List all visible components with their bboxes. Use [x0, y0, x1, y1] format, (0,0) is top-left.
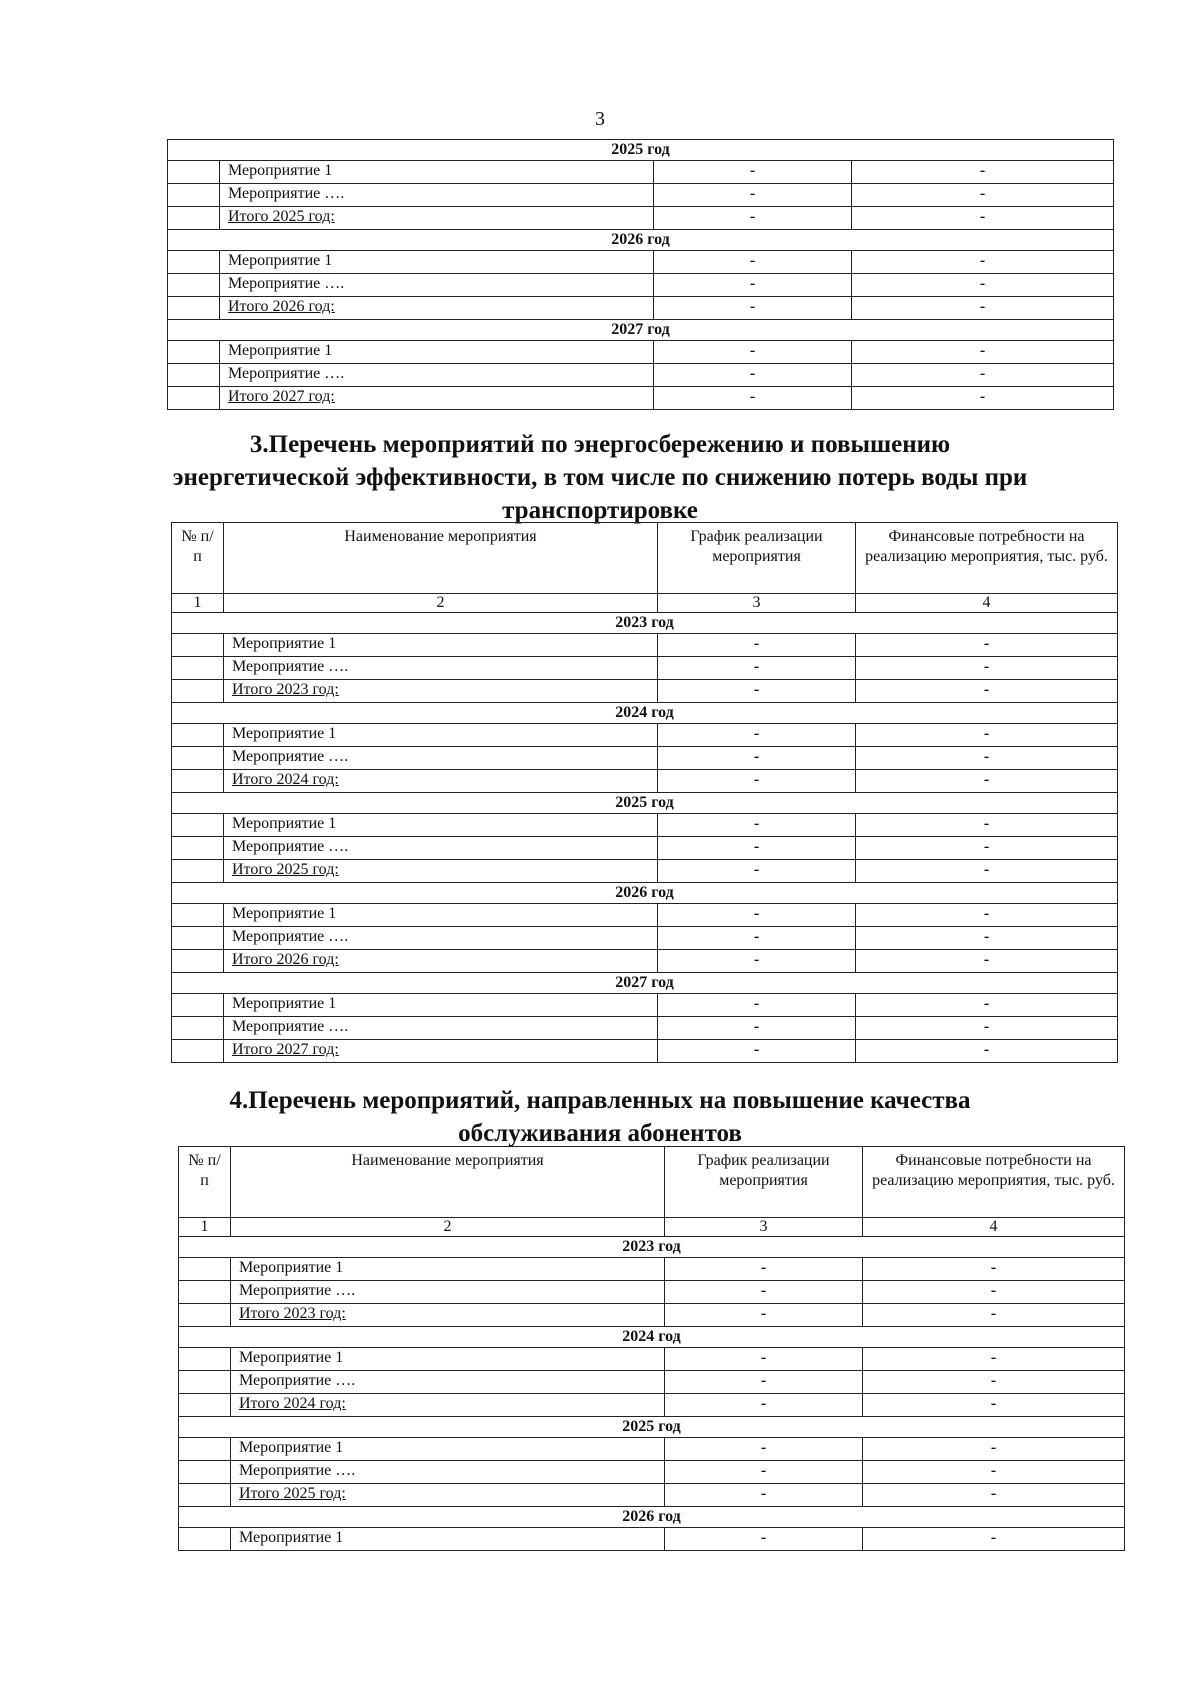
- col-index-1: 1: [179, 1218, 231, 1237]
- row-number-cell: [172, 724, 224, 747]
- schedule-value: -: [658, 1040, 856, 1063]
- schedule-value: -: [654, 387, 852, 410]
- year-label: 2025 год: [168, 140, 1114, 161]
- finance-value: -: [856, 927, 1118, 950]
- table-row: [172, 724, 1118, 747]
- total-label: Итого 2027 год:: [224, 1040, 658, 1063]
- schedule-value: -: [665, 1461, 863, 1484]
- event-name: Мероприятие 1: [224, 904, 658, 927]
- table-row: [179, 1528, 1125, 1551]
- event-name: Мероприятие 1: [220, 161, 654, 184]
- finance-value: -: [856, 904, 1118, 927]
- section-4-title-line1: 4.Перечень мероприятий, направленных на повышение качества: [229, 1087, 971, 1114]
- table-body: [172, 613, 1118, 1063]
- year-row: [172, 973, 1118, 994]
- col-name-header: Наименование мероприятия: [231, 1147, 665, 1218]
- schedule-value: -: [658, 680, 856, 703]
- schedule-value: -: [665, 1304, 863, 1327]
- finance-value: -: [856, 634, 1118, 657]
- year-row: [179, 1507, 1125, 1528]
- total-row: [168, 207, 1114, 230]
- finance-value: -: [863, 1438, 1125, 1461]
- total-row: [179, 1304, 1125, 1327]
- schedule-value: -: [654, 207, 852, 230]
- year-label: 2025 год: [172, 793, 1118, 814]
- year-label: 2026 год: [172, 883, 1118, 904]
- finance-value: -: [863, 1371, 1125, 1394]
- schedule-value: -: [654, 297, 852, 320]
- col-index-3: 3: [665, 1218, 863, 1237]
- total-row: [172, 860, 1118, 883]
- total-label: Итого 2025 год:: [224, 860, 658, 883]
- finance-value: -: [856, 680, 1118, 703]
- finance-value: -: [856, 950, 1118, 973]
- table-row: [172, 904, 1118, 927]
- table-row: [179, 1348, 1125, 1371]
- year-row: [172, 883, 1118, 904]
- finance-value: -: [863, 1528, 1125, 1551]
- finance-value: -: [863, 1258, 1125, 1281]
- year-label: 2026 год: [168, 230, 1114, 251]
- table-continuation: [167, 139, 1114, 410]
- year-row: [172, 793, 1118, 814]
- total-row: [172, 770, 1118, 793]
- year-row: [179, 1237, 1125, 1258]
- col-name-header: Наименование мероприятия: [224, 523, 658, 594]
- year-label: 2027 год: [172, 973, 1118, 994]
- row-number-cell: [179, 1484, 231, 1507]
- row-number-cell: [172, 634, 224, 657]
- total-label: Итого 2026 год:: [224, 950, 658, 973]
- total-row: [172, 1040, 1118, 1063]
- table-row: [168, 364, 1114, 387]
- total-label: Итого 2023 год:: [231, 1304, 665, 1327]
- table-row: [179, 1461, 1125, 1484]
- schedule-value: -: [658, 1017, 856, 1040]
- schedule-value: -: [665, 1394, 863, 1417]
- schedule-value: -: [658, 950, 856, 973]
- row-number-cell: [172, 680, 224, 703]
- row-number-cell: [172, 927, 224, 950]
- schedule-value: -: [654, 364, 852, 387]
- col-index-3: 3: [658, 594, 856, 613]
- schedule-value: -: [658, 904, 856, 927]
- col-index-4: 4: [856, 594, 1118, 613]
- row-number-cell: [179, 1281, 231, 1304]
- finance-value: -: [856, 747, 1118, 770]
- row-number-cell: [172, 770, 224, 793]
- row-number-cell: [172, 747, 224, 770]
- schedule-value: -: [665, 1348, 863, 1371]
- schedule-value: -: [654, 184, 852, 207]
- row-number-cell: [172, 904, 224, 927]
- table-row: [168, 341, 1114, 364]
- section-3-title-line2: энергетической эффективности, в том числе по снижению потерь воды при: [172, 464, 1028, 491]
- schedule-value: -: [658, 634, 856, 657]
- col-finance-header: Финансовые потребности на реализацию мероприятия, тыс. руб.: [856, 523, 1118, 594]
- finance-value: -: [863, 1461, 1125, 1484]
- col-number-header: № п/п: [179, 1147, 231, 1218]
- finance-value: -: [856, 770, 1118, 793]
- table-row: [172, 837, 1118, 860]
- total-label: Итого 2023 год:: [224, 680, 658, 703]
- schedule-value: -: [658, 814, 856, 837]
- schedule-value: -: [665, 1438, 863, 1461]
- schedule-value: -: [665, 1371, 863, 1394]
- table-section-3: [171, 522, 1118, 1063]
- finance-value: -: [863, 1348, 1125, 1371]
- total-row: [168, 387, 1114, 410]
- row-number-cell: [179, 1304, 231, 1327]
- total-label: Итого 2025 год:: [231, 1484, 665, 1507]
- table-row: [172, 814, 1118, 837]
- event-name: Мероприятие ….: [220, 364, 654, 387]
- table-row: [172, 1017, 1118, 1040]
- col-index-4: 4: [863, 1218, 1125, 1237]
- section-4-title: [0, 1084, 1200, 1150]
- finance-value: -: [863, 1281, 1125, 1304]
- col-number-header: № п/п: [172, 523, 224, 594]
- schedule-value: -: [658, 994, 856, 1017]
- row-number-cell: [168, 364, 220, 387]
- table-row: [172, 747, 1118, 770]
- table-row: [172, 927, 1118, 950]
- col-schedule-header: График реализации мероприятия: [658, 523, 856, 594]
- event-name: Мероприятие ….: [224, 747, 658, 770]
- year-row: [172, 613, 1118, 634]
- year-row: [168, 320, 1114, 341]
- total-row: [179, 1484, 1125, 1507]
- finance-value: -: [856, 860, 1118, 883]
- finance-value: -: [856, 814, 1118, 837]
- row-number-cell: [172, 994, 224, 1017]
- table-header: [179, 1147, 1125, 1237]
- section-4-title-line2: обслуживания абонентов: [458, 1120, 742, 1147]
- schedule-value: -: [654, 161, 852, 184]
- schedule-value: -: [665, 1528, 863, 1551]
- row-number-cell: [168, 161, 220, 184]
- event-name: Мероприятие ….: [224, 657, 658, 680]
- col-finance-header: Финансовые потребности на реализацию мероприятия, тыс. руб.: [863, 1147, 1125, 1218]
- row-number-cell: [179, 1348, 231, 1371]
- row-number-cell: [172, 860, 224, 883]
- row-number-cell: [168, 341, 220, 364]
- finance-value: -: [863, 1484, 1125, 1507]
- row-number-cell: [172, 657, 224, 680]
- event-name: Мероприятие 1: [224, 634, 658, 657]
- row-number-cell: [172, 1040, 224, 1063]
- schedule-value: -: [658, 657, 856, 680]
- col-schedule-header: График реализации мероприятия: [665, 1147, 863, 1218]
- table-row: [172, 994, 1118, 1017]
- table-header: [172, 523, 1118, 613]
- event-name: Мероприятие 1: [231, 1438, 665, 1461]
- year-row: [179, 1327, 1125, 1348]
- row-number-cell: [179, 1394, 231, 1417]
- total-row: [172, 680, 1118, 703]
- event-name: Мероприятие ….: [231, 1281, 665, 1304]
- row-number-cell: [172, 837, 224, 860]
- table-row: [179, 1281, 1125, 1304]
- row-number-cell: [168, 251, 220, 274]
- event-name: Мероприятие 1: [224, 994, 658, 1017]
- total-row: [172, 950, 1118, 973]
- schedule-value: -: [658, 927, 856, 950]
- row-number-cell: [168, 387, 220, 410]
- total-label: Итого 2027 год:: [220, 387, 654, 410]
- total-label: Итого 2025 год:: [220, 207, 654, 230]
- year-label: 2023 год: [179, 1237, 1125, 1258]
- year-label: 2025 год: [179, 1417, 1125, 1438]
- table-row: [172, 634, 1118, 657]
- row-number-cell: [179, 1528, 231, 1551]
- finance-value: -: [863, 1394, 1125, 1417]
- table-row: [179, 1258, 1125, 1281]
- year-label: 2027 год: [168, 320, 1114, 341]
- table-body: [168, 140, 1114, 410]
- finance-value: -: [852, 161, 1114, 184]
- row-number-cell: [179, 1371, 231, 1394]
- col-index-2: 2: [224, 594, 658, 613]
- finance-value: -: [852, 341, 1114, 364]
- event-name: Мероприятие ….: [231, 1461, 665, 1484]
- event-name: Мероприятие 1: [224, 724, 658, 747]
- finance-value: -: [856, 1017, 1118, 1040]
- year-label: 2024 год: [172, 703, 1118, 724]
- finance-value: -: [852, 387, 1114, 410]
- schedule-value: -: [654, 274, 852, 297]
- finance-value: -: [863, 1304, 1125, 1327]
- table-row: [172, 657, 1118, 680]
- event-name: Мероприятие ….: [224, 837, 658, 860]
- event-name: Мероприятие ….: [224, 1017, 658, 1040]
- year-row: [172, 703, 1118, 724]
- schedule-value: -: [665, 1258, 863, 1281]
- event-name: Мероприятие 1: [231, 1528, 665, 1551]
- schedule-value: -: [665, 1281, 863, 1304]
- event-name: Мероприятие 1: [220, 251, 654, 274]
- finance-value: -: [852, 274, 1114, 297]
- schedule-value: -: [658, 837, 856, 860]
- finance-value: -: [852, 184, 1114, 207]
- table-row: [168, 274, 1114, 297]
- year-row: [168, 140, 1114, 161]
- total-label: Итого 2026 год:: [220, 297, 654, 320]
- year-label: 2024 год: [179, 1327, 1125, 1348]
- finance-value: -: [852, 207, 1114, 230]
- page-number: 3: [595, 108, 605, 130]
- total-label: Итого 2024 год:: [224, 770, 658, 793]
- row-number-cell: [179, 1461, 231, 1484]
- row-number-cell: [168, 274, 220, 297]
- table-row: [168, 251, 1114, 274]
- event-name: Мероприятие 1: [224, 814, 658, 837]
- schedule-value: -: [658, 860, 856, 883]
- table-row: [179, 1438, 1125, 1461]
- table-body: [179, 1237, 1125, 1551]
- finance-value: -: [852, 364, 1114, 387]
- table-section-4: [178, 1146, 1125, 1551]
- finance-value: -: [856, 837, 1118, 860]
- year-label: 2023 год: [172, 613, 1118, 634]
- row-number-cell: [172, 1017, 224, 1040]
- col-index-2: 2: [231, 1218, 665, 1237]
- section-3-title-line1: 3.Перечень мероприятий по энергосбережению и повышению: [249, 431, 951, 458]
- section-3-title-line3: транспортировке: [502, 497, 698, 524]
- row-number-cell: [168, 207, 220, 230]
- event-name: Мероприятие 1: [231, 1348, 665, 1371]
- year-label: 2026 год: [179, 1507, 1125, 1528]
- total-row: [179, 1394, 1125, 1417]
- schedule-value: -: [658, 747, 856, 770]
- finance-value: -: [852, 297, 1114, 320]
- table-row: [179, 1371, 1125, 1394]
- event-name: Мероприятие 1: [231, 1258, 665, 1281]
- row-number-cell: [179, 1258, 231, 1281]
- year-row: [168, 230, 1114, 251]
- schedule-value: -: [654, 341, 852, 364]
- total-row: [168, 297, 1114, 320]
- col-index-1: 1: [172, 594, 224, 613]
- finance-value: -: [852, 251, 1114, 274]
- finance-value: -: [856, 657, 1118, 680]
- row-number-cell: [168, 297, 220, 320]
- table-row: [168, 161, 1114, 184]
- event-name: Мероприятие ….: [220, 184, 654, 207]
- schedule-value: -: [654, 251, 852, 274]
- schedule-value: -: [658, 770, 856, 793]
- event-name: Мероприятие ….: [231, 1371, 665, 1394]
- event-name: Мероприятие 1: [220, 341, 654, 364]
- row-number-cell: [168, 184, 220, 207]
- finance-value: -: [856, 724, 1118, 747]
- row-number-cell: [179, 1438, 231, 1461]
- schedule-value: -: [665, 1484, 863, 1507]
- event-name: Мероприятие ….: [220, 274, 654, 297]
- section-3-title: [0, 428, 1200, 527]
- finance-value: -: [856, 994, 1118, 1017]
- total-label: Итого 2024 год:: [231, 1394, 665, 1417]
- year-row: [179, 1417, 1125, 1438]
- event-name: Мероприятие ….: [224, 927, 658, 950]
- row-number-cell: [172, 950, 224, 973]
- finance-value: -: [856, 1040, 1118, 1063]
- row-number-cell: [172, 814, 224, 837]
- table-row: [168, 184, 1114, 207]
- schedule-value: -: [658, 724, 856, 747]
